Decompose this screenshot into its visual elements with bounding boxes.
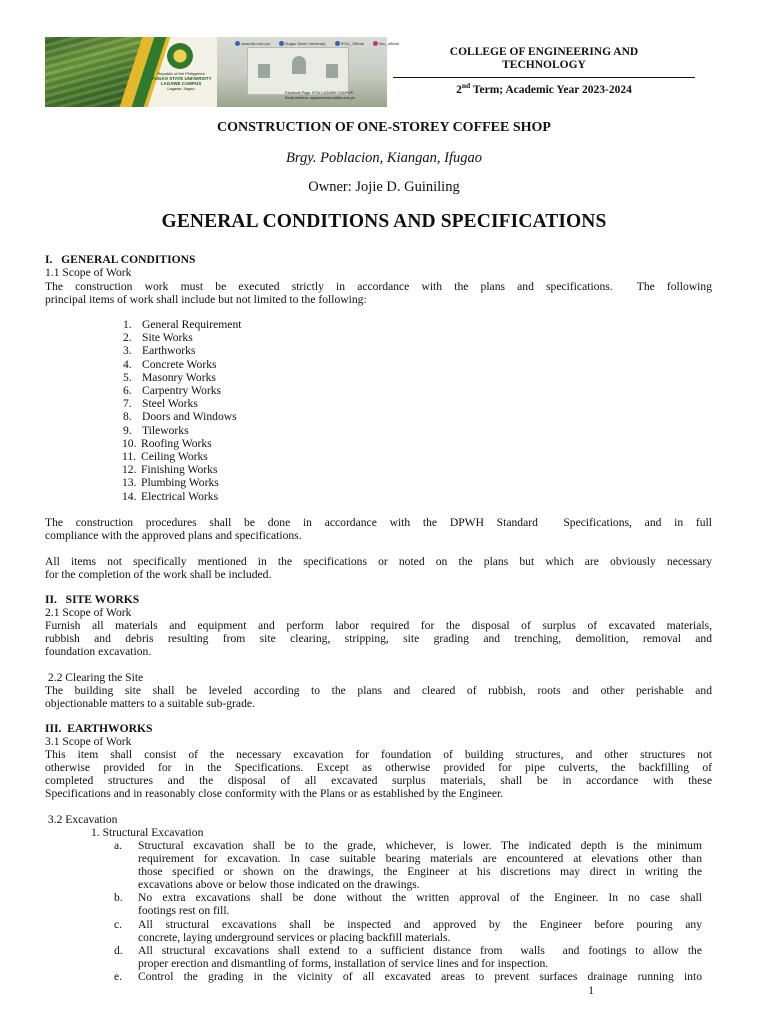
paragraph-line: The building site shall be leveled according to the plans and cleared of rubbish, roots and other perishable and bbox=[45, 684, 712, 697]
list-item: Masonry Works bbox=[142, 370, 216, 384]
list-item-number: 8. bbox=[123, 410, 132, 424]
paragraph-line: compliance with the approved plans and specifications. bbox=[45, 529, 302, 542]
paragraph-line: This item shall consist of the necessary excavation for foundation of building structures, and other structures not bbox=[45, 748, 712, 761]
paragraph-line: The construction work must be executed strictly in accordance with the plans and specifications. The following bbox=[45, 280, 712, 293]
list-item: Electrical Works bbox=[141, 489, 219, 503]
paragraph-line: otherwise provided for in the Specifications. Except as otherwise provided for pipe culverts, the backfilling of bbox=[45, 761, 712, 774]
project-location: Brgy. Poblacion, Kiangan, Ifugao bbox=[285, 150, 482, 166]
list-item: Tileworks bbox=[142, 423, 189, 437]
paragraph-line: concrete, laying underground services or placing backfill materials. bbox=[138, 931, 451, 944]
social-twitter: IFSU_Official bbox=[335, 41, 369, 46]
section-heading: II. SITE WORKS bbox=[45, 593, 140, 606]
twitter-icon bbox=[335, 41, 340, 46]
instagram-icon bbox=[373, 41, 378, 46]
paragraph-line: objectionable matters to a suitable sub-grade. bbox=[45, 697, 255, 710]
section-heading: I. GENERAL CONDITIONS bbox=[45, 253, 196, 266]
list-item-number: 4. bbox=[123, 357, 132, 371]
building-facade bbox=[247, 47, 349, 95]
university-banner bbox=[45, 37, 399, 107]
seal-line: IFUGAO STATE UNIVERSITY bbox=[150, 76, 212, 81]
paragraph-line: proper erection and dismantling of forms, installation of service lines and for inspection. bbox=[138, 957, 549, 970]
paragraph-line: completed structures and the disposal of all excavated surplus materials, shall be in accordance with these bbox=[45, 774, 712, 787]
paragraph-line: principal items of work shall include but not limited to the following: bbox=[45, 293, 367, 306]
building-window bbox=[258, 64, 270, 78]
list-item-number: 3. bbox=[123, 344, 132, 358]
list-item: General Requirement bbox=[142, 318, 242, 331]
list-letter: b. bbox=[114, 891, 123, 904]
building-window bbox=[326, 64, 338, 78]
building-clock bbox=[292, 56, 306, 74]
project-title: CONSTRUCTION OF ONE-STOREY COFFEE SHOP bbox=[217, 120, 551, 135]
paragraph-line: Structural excavation shall be to the grade, whichever, is lower. The indicated depth is the minimum bbox=[138, 839, 702, 852]
paragraph-line: requirement for excavation. In case suitable bearing materials are encountered at elevations other than bbox=[138, 852, 702, 865]
list-item: Finishing Works bbox=[141, 463, 218, 477]
paragraph-line: Furnish all materials and equipment and perform labor required for the disposal of surplus of excavated materials, bbox=[45, 619, 712, 632]
university-seal-icon bbox=[167, 43, 193, 69]
list-letter: a. bbox=[114, 839, 123, 852]
seal-caption bbox=[145, 71, 217, 91]
subsection-heading: 3.2 Excavation bbox=[45, 813, 118, 826]
list-item: Site Works bbox=[142, 331, 193, 345]
paragraph-line: excavations above or below those indicated on the drawings. bbox=[138, 878, 420, 891]
paragraph-line: foundation excavation. bbox=[45, 645, 152, 658]
list-item-number: 12. bbox=[122, 463, 137, 477]
document-title: GENERAL CONDITIONS AND SPECIFICATIONS bbox=[161, 211, 607, 232]
list-item-number: 10. bbox=[122, 436, 137, 450]
list-item-number: 14. bbox=[122, 489, 137, 503]
seal-line: LAGAWE CAMPUS bbox=[160, 81, 202, 86]
list-item: Steel Works bbox=[142, 397, 198, 411]
paragraph-line: No extra excavations shall be done without the written approval of the Engineer. In no case shall bbox=[138, 891, 702, 904]
list-item-number: 2. bbox=[123, 331, 132, 345]
list-item: Roofing Works bbox=[141, 436, 212, 450]
social-web: www.ifsu.edu.ph bbox=[235, 41, 274, 46]
subsection-heading: 2.2 Clearing the Site bbox=[45, 671, 144, 684]
list-letter: e. bbox=[114, 970, 123, 983]
structural-excavation-heading: 1. Structural Excavation bbox=[91, 826, 204, 839]
list-item: Concrete Works bbox=[142, 357, 217, 371]
paragraph-line: All structural excavations shall extend to a sufficient distance from walls and footings to allow the bbox=[138, 944, 702, 957]
facebook-email-caption: Facebook Page: IFSU LAGAWE CAMPUS Email Address: lagawecampus@ifsu.edu.ph bbox=[285, 91, 356, 100]
seal-line: Lagawe, Ifugao bbox=[167, 86, 195, 91]
subsection-heading: 2.1 Scope of Work bbox=[45, 606, 132, 619]
social-links bbox=[235, 41, 399, 47]
paragraph-line: All structural excavations shall be inspected and approved by the Engineer before pouring any bbox=[138, 918, 702, 931]
seal-line: Republic of the Philippines bbox=[157, 71, 205, 76]
list-item-number: 13. bbox=[122, 476, 137, 490]
paragraph-line: Specifications and in reasonably close conformity with the Plans or as established by the Engineer. bbox=[45, 787, 504, 800]
list-item: Earthworks bbox=[142, 344, 196, 358]
list-item-number: 1. bbox=[123, 318, 132, 331]
paragraph-line: The construction procedures shall be done in accordance with the DPWH Standard Specifications, and in full bbox=[45, 516, 712, 529]
list-item-number: 5. bbox=[123, 370, 132, 384]
list-letter: d. bbox=[114, 944, 123, 957]
list-item: Carpentry Works bbox=[142, 384, 222, 397]
list-item: Plumbing Works bbox=[141, 476, 219, 490]
paragraph-line: Control the grading in the vicinity of all excavated areas to prevent surfaces drainage running into bbox=[138, 970, 702, 983]
college-name: COLLEGE OF ENGINEERING AND TECHNOLOGY bbox=[449, 46, 639, 71]
header-divider bbox=[393, 77, 695, 78]
list-item-number: 11. bbox=[122, 450, 137, 463]
list-item-number: 7. bbox=[123, 397, 132, 411]
paragraph-line: rubbish and debris resulting from site clearing, stripping, site grading and trenching, demolition, removal and bbox=[45, 632, 712, 645]
globe-icon bbox=[235, 41, 240, 46]
subsection-heading: 1.1 Scope of Work bbox=[45, 266, 132, 279]
list-item: Ceiling Works bbox=[141, 450, 208, 463]
page-number: 1 bbox=[588, 985, 594, 997]
social-facebook: Ifugao State University bbox=[279, 41, 329, 46]
paragraph-line: footings rest on fill. bbox=[138, 904, 230, 917]
list-letter: c. bbox=[114, 918, 123, 931]
list-item: Doors and Windows bbox=[142, 410, 237, 424]
subsection-heading: 3.1 Scope of Work bbox=[45, 735, 132, 748]
term-line: 2nd Term; Academic Year 2023-2024 bbox=[456, 81, 632, 96]
list-item-number: 6. bbox=[123, 384, 132, 397]
paragraph-line: All items not specifically mentioned in the specifications or noted on the plans but which are obviously necessary bbox=[45, 555, 712, 568]
social-instagram: ifsu_official bbox=[373, 41, 403, 46]
project-owner: Owner: Jojie D. Guiniling bbox=[308, 179, 460, 195]
section-heading: III. EARTHWORKS bbox=[45, 722, 153, 735]
paragraph-line: for the completion of the work shall be included. bbox=[45, 568, 272, 581]
list-item-number: 9. bbox=[123, 423, 132, 437]
paragraph-line: those specified or shown on the drawings, the Engineer at his discretions may direct in writing the bbox=[138, 865, 702, 878]
facebook-icon bbox=[279, 41, 284, 46]
